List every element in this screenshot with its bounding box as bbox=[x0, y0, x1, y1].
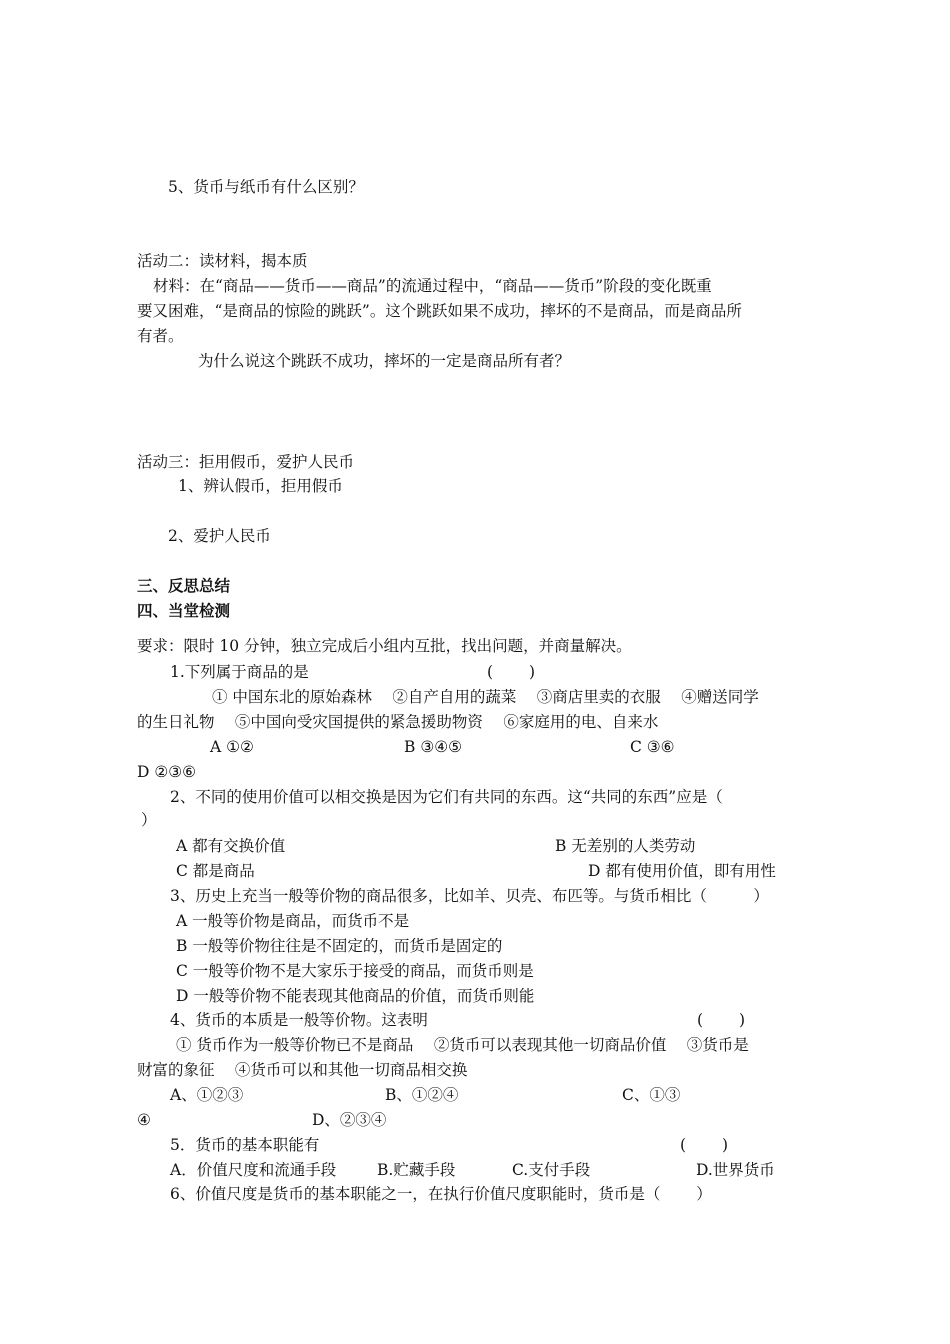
q3-option-c: C 一般等价物不是大家乐于接受的商品，而货币则是 bbox=[176, 962, 534, 980]
q1-option-a: A ①② bbox=[210, 738, 254, 756]
q5-option-b: B.贮藏手段 bbox=[377, 1161, 456, 1179]
q4-option-c: C、①③ bbox=[622, 1086, 681, 1104]
q1-items-line2: 的生日礼物 ⑤中国向受灾国提供的紧急援助物资 ⑥家庭用的电、自来水 bbox=[137, 713, 659, 731]
q2-stem-line2: ） bbox=[141, 811, 157, 829]
q4-option-d: D、②③④ bbox=[312, 1111, 387, 1129]
q1-option-c: C ③⑥ bbox=[630, 738, 675, 756]
q2-option-d: D 都有使用价值，即有用性 bbox=[588, 862, 776, 880]
q5-option-c: C.支付手段 bbox=[512, 1161, 591, 1179]
q1-option-b: B ③④⑤ bbox=[404, 738, 463, 756]
activity3-item1: 1、辨认假币，拒用假币 bbox=[178, 477, 343, 495]
q3-option-a: A 一般等价物是商品，而货币不是 bbox=[176, 912, 410, 930]
q2-option-a: A 都有交换价值 bbox=[176, 837, 286, 855]
q2-stem-line1: 2、不同的使用价值可以相交换是因为它们有共同的东西。这“共同的东西”应是（ bbox=[170, 788, 723, 806]
q2-option-c: C 都是商品 bbox=[176, 862, 255, 880]
q3-stem: 3、历史上充当一般等价物的商品很多，比如羊、贝壳、布匹等。与货币相比（ ） bbox=[170, 887, 769, 905]
section-heading-test: 四、当堂检测 bbox=[137, 602, 231, 620]
activity2-material-line1: 材料：在“商品——货币——商品”的流通过程中，“商品——货币”阶段的变化既重 bbox=[153, 277, 712, 295]
q4-items-line2: 财富的象征 ④货币可以和其他一切商品相交换 bbox=[137, 1061, 468, 1079]
q6-stem: 6、价值尺度是货币的基本职能之一，在执行价值尺度职能时，货币是（ ） bbox=[170, 1185, 712, 1203]
q4-answer-paren: ( ) bbox=[697, 1011, 746, 1029]
q4-option-a: A、①②③ bbox=[170, 1086, 244, 1104]
q4-option-b: B、①②④ bbox=[385, 1086, 459, 1104]
q4-stem: 4、货币的本质是一般等价物。这表明 bbox=[170, 1011, 428, 1029]
activity2-title: 活动二：读材料，揭本质 bbox=[137, 252, 308, 270]
activity2-material-line2: 要又困难，“是商品的惊险的跳跃”。这个跳跃如果不成功，摔坏的不是商品，而是商品所 bbox=[137, 302, 742, 320]
q3-option-d: D 一般等价物不能表现其他商品的价值，而货币则能 bbox=[176, 987, 535, 1005]
q1-answer-paren: ( ) bbox=[487, 663, 536, 681]
activity3-title: 活动三：拒用假币，爱护人民币 bbox=[137, 453, 355, 471]
question-money-vs-paper: 5、货币与纸币有什么区别？ bbox=[168, 178, 364, 196]
q3-option-b: B 一般等价物往往是不固定的，而货币是固定的 bbox=[176, 937, 503, 955]
q5-option-a: A．价值尺度和流通手段 bbox=[170, 1161, 337, 1179]
q5-option-d: D.世界货币 bbox=[696, 1161, 775, 1179]
section-heading-reflection: 三、反思总结 bbox=[137, 577, 231, 595]
q4-option-c-continued: ④ bbox=[137, 1111, 151, 1129]
q4-items-line1: ① 货币作为一般等价物已不是商品 ②货币可以表现其他一切商品价值 ③货币是 bbox=[176, 1036, 749, 1054]
activity2-question: 为什么说这个跳跃不成功，摔坏的一定是商品所有者？ bbox=[198, 352, 571, 370]
q1-option-d: D ②③⑥ bbox=[137, 763, 197, 781]
q5-stem: 5．货币的基本职能有 bbox=[170, 1136, 320, 1154]
q1-stem: 1.下列属于商品的是 bbox=[170, 663, 309, 681]
test-requirement: 要求：限时 10 分钟，独立完成后小组内互批，找出问题，并商量解决。 bbox=[137, 637, 632, 655]
q1-items-line1: ① 中国东北的原始森林 ②自产自用的蔬菜 ③商店里卖的衣服 ④赠送同学 bbox=[212, 688, 759, 706]
q2-option-b: B 无差别的人类劳动 bbox=[555, 837, 696, 855]
activity3-item2: 2、爱护人民币 bbox=[168, 527, 271, 545]
activity2-material-line3: 有者。 bbox=[137, 327, 184, 345]
q5-answer-paren: ( ) bbox=[680, 1136, 729, 1154]
